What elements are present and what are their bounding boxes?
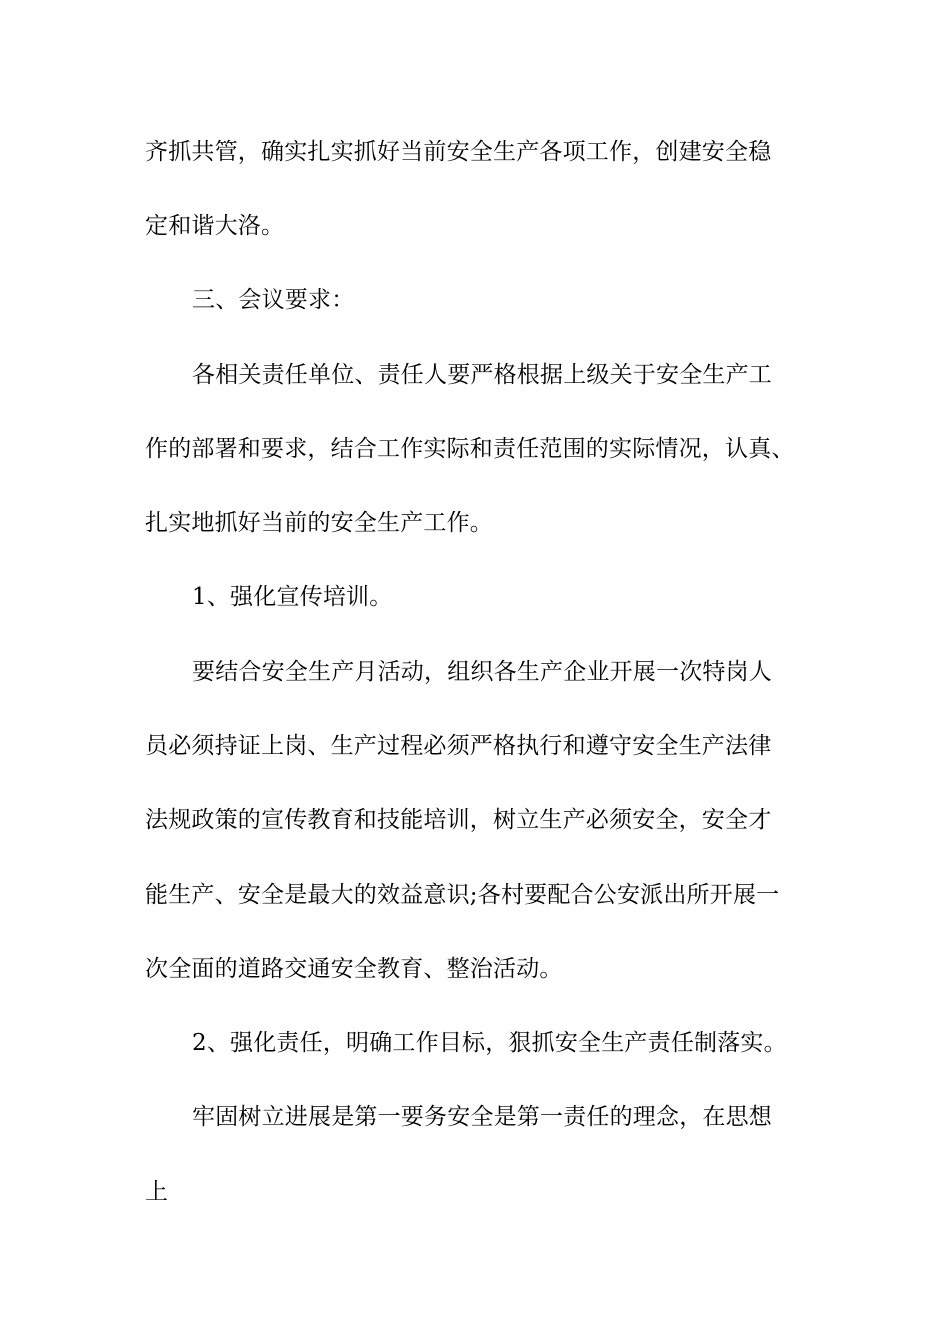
text-line: 次全面的道路交通安全教育、整治活动。: [145, 956, 563, 982]
text-line: 扎实地抓好当前的安全生产工作。: [145, 510, 493, 536]
text-line: 各相关责任单位、责任人要严格根据上级关于安全生产工: [192, 362, 772, 388]
subsection-heading: 2、强化责任，明确工作目标，狠抓安全生产责任制落实。: [192, 1030, 787, 1056]
text-line: 要结合安全生产月活动，组织各生产企业开展一次特岗人: [192, 659, 772, 685]
subsection-heading: 1、强化宣传培训。: [192, 584, 393, 610]
text-line: 员必须持证上岗、生产过程必须严格执行和遵守安全生产法律: [145, 733, 772, 759]
text-line: 能生产、安全是最大的效益意识;各村要配合公安派出所开展一: [145, 882, 780, 908]
text-line: 作的部署和要求，结合工作实际和责任范围的实际情况，认真、: [145, 436, 795, 462]
text-line: 法规政策的宣传教育和技能培训，树立生产必须安全，安全才: [145, 807, 772, 833]
text-line: 牢固树立进展是第一要务安全是第一责任的理念，在思想: [192, 1104, 772, 1130]
text-line: 上: [145, 1179, 169, 1205]
text-line: 齐抓共管，确实扎实抓好当前安全生产各项工作，创建安全稳: [145, 139, 772, 165]
text-line: 定和谐大洛。: [145, 213, 285, 239]
section-heading: 三、会议要求：: [192, 287, 355, 313]
